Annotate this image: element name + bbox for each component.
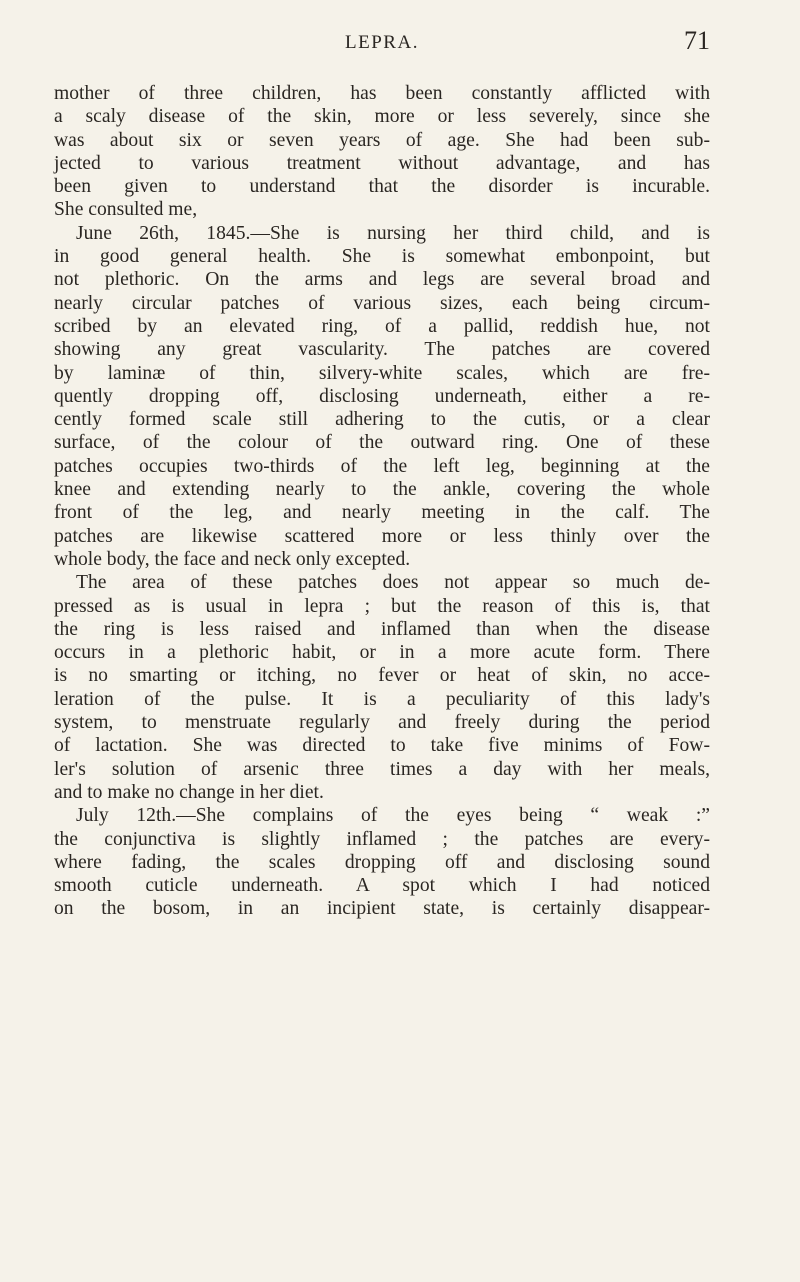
page-number: 71	[684, 26, 710, 55]
text-line: of lactation. She was directed to take five minims of Fow-	[54, 735, 710, 757]
text-line: not plethoric. On the arms and legs are several broad and	[54, 269, 710, 291]
text-line: patches occupies two-thirds of the left leg, beginning at the	[54, 455, 710, 477]
text-line: front of the leg, and nearly meeting in the calf. The	[54, 502, 710, 524]
text-line: system, to menstruate regularly and freely during the period	[54, 712, 710, 734]
text-line: quently dropping off, disclosing underneath, either a re-	[54, 385, 710, 407]
text-line: surface, of the colour of the outward ring. One of these	[54, 432, 710, 454]
text-line: The area of these patches does not appear so much de-	[76, 572, 710, 594]
text-line: been given to understand that the disorder is incurable.	[54, 176, 710, 198]
text-line: pressed as is usual in lepra ; but the reason of this is, that	[54, 595, 710, 617]
text-line: knee and extending nearly to the ankle, covering the whole	[54, 479, 710, 501]
text-line: nearly circular patches of various sizes, each being circum-	[54, 292, 710, 314]
text-line: leration of the pulse. It is a peculiarity of this lady's	[54, 688, 710, 710]
body-text	[54, 82, 710, 921]
text-line: the ring is less raised and inflamed than when the disease	[54, 618, 710, 640]
text-line: in good general health. She is somewhat embonpoint, but	[54, 246, 710, 268]
text-line: smooth cuticle underneath. A spot which I had noticed	[54, 875, 710, 897]
text-line: on the bosom, in an incipient state, is certainly disappear-	[54, 898, 710, 920]
running-head	[54, 26, 710, 56]
text-line: She consulted me,	[54, 199, 198, 221]
text-line: scribed by an elevated ring, of a pallid, reddish hue, not	[54, 315, 710, 337]
text-line: ler's solution of arsenic three times a day with her meals,	[54, 758, 710, 780]
text-line: June 26th, 1845.—She is nursing her third child, and is	[76, 222, 710, 244]
text-line: patches are likewise scattered more or less thinly over the	[54, 525, 710, 547]
text-line: whole body, the face and neck only excepted.	[54, 548, 411, 570]
running-title: LEPRA.	[345, 32, 419, 53]
text-line: by laminæ of thin, silvery-white scales, which are fre-	[54, 362, 710, 384]
text-line: where fading, the scales dropping off and disclosing sound	[54, 851, 710, 873]
text-line: occurs in a plethoric habit, or in a more acute form. There	[54, 642, 710, 664]
text-line: the conjunctiva is slightly inflamed ; the patches are every-	[54, 828, 710, 850]
text-line: July 12th.—She complains of the eyes being “ weak :”	[76, 805, 710, 827]
text-line: cently formed scale still adhering to the cutis, or a clear	[54, 409, 710, 431]
text-line: mother of three children, has been constantly afflicted with	[54, 83, 710, 104]
text-line: was about six or seven years of age. She had been sub-	[54, 129, 710, 151]
text-line: jected to various treatment without advantage, and has	[54, 152, 710, 174]
text-line: and to make no change in her diet.	[54, 781, 324, 803]
text-line: is no smarting or itching, no fever or heat of skin, no acce-	[54, 665, 710, 687]
text-line: showing any great vascularity. The patches are covered	[54, 339, 710, 361]
text-line: a scaly disease of the skin, more or less severely, since she	[54, 106, 710, 128]
